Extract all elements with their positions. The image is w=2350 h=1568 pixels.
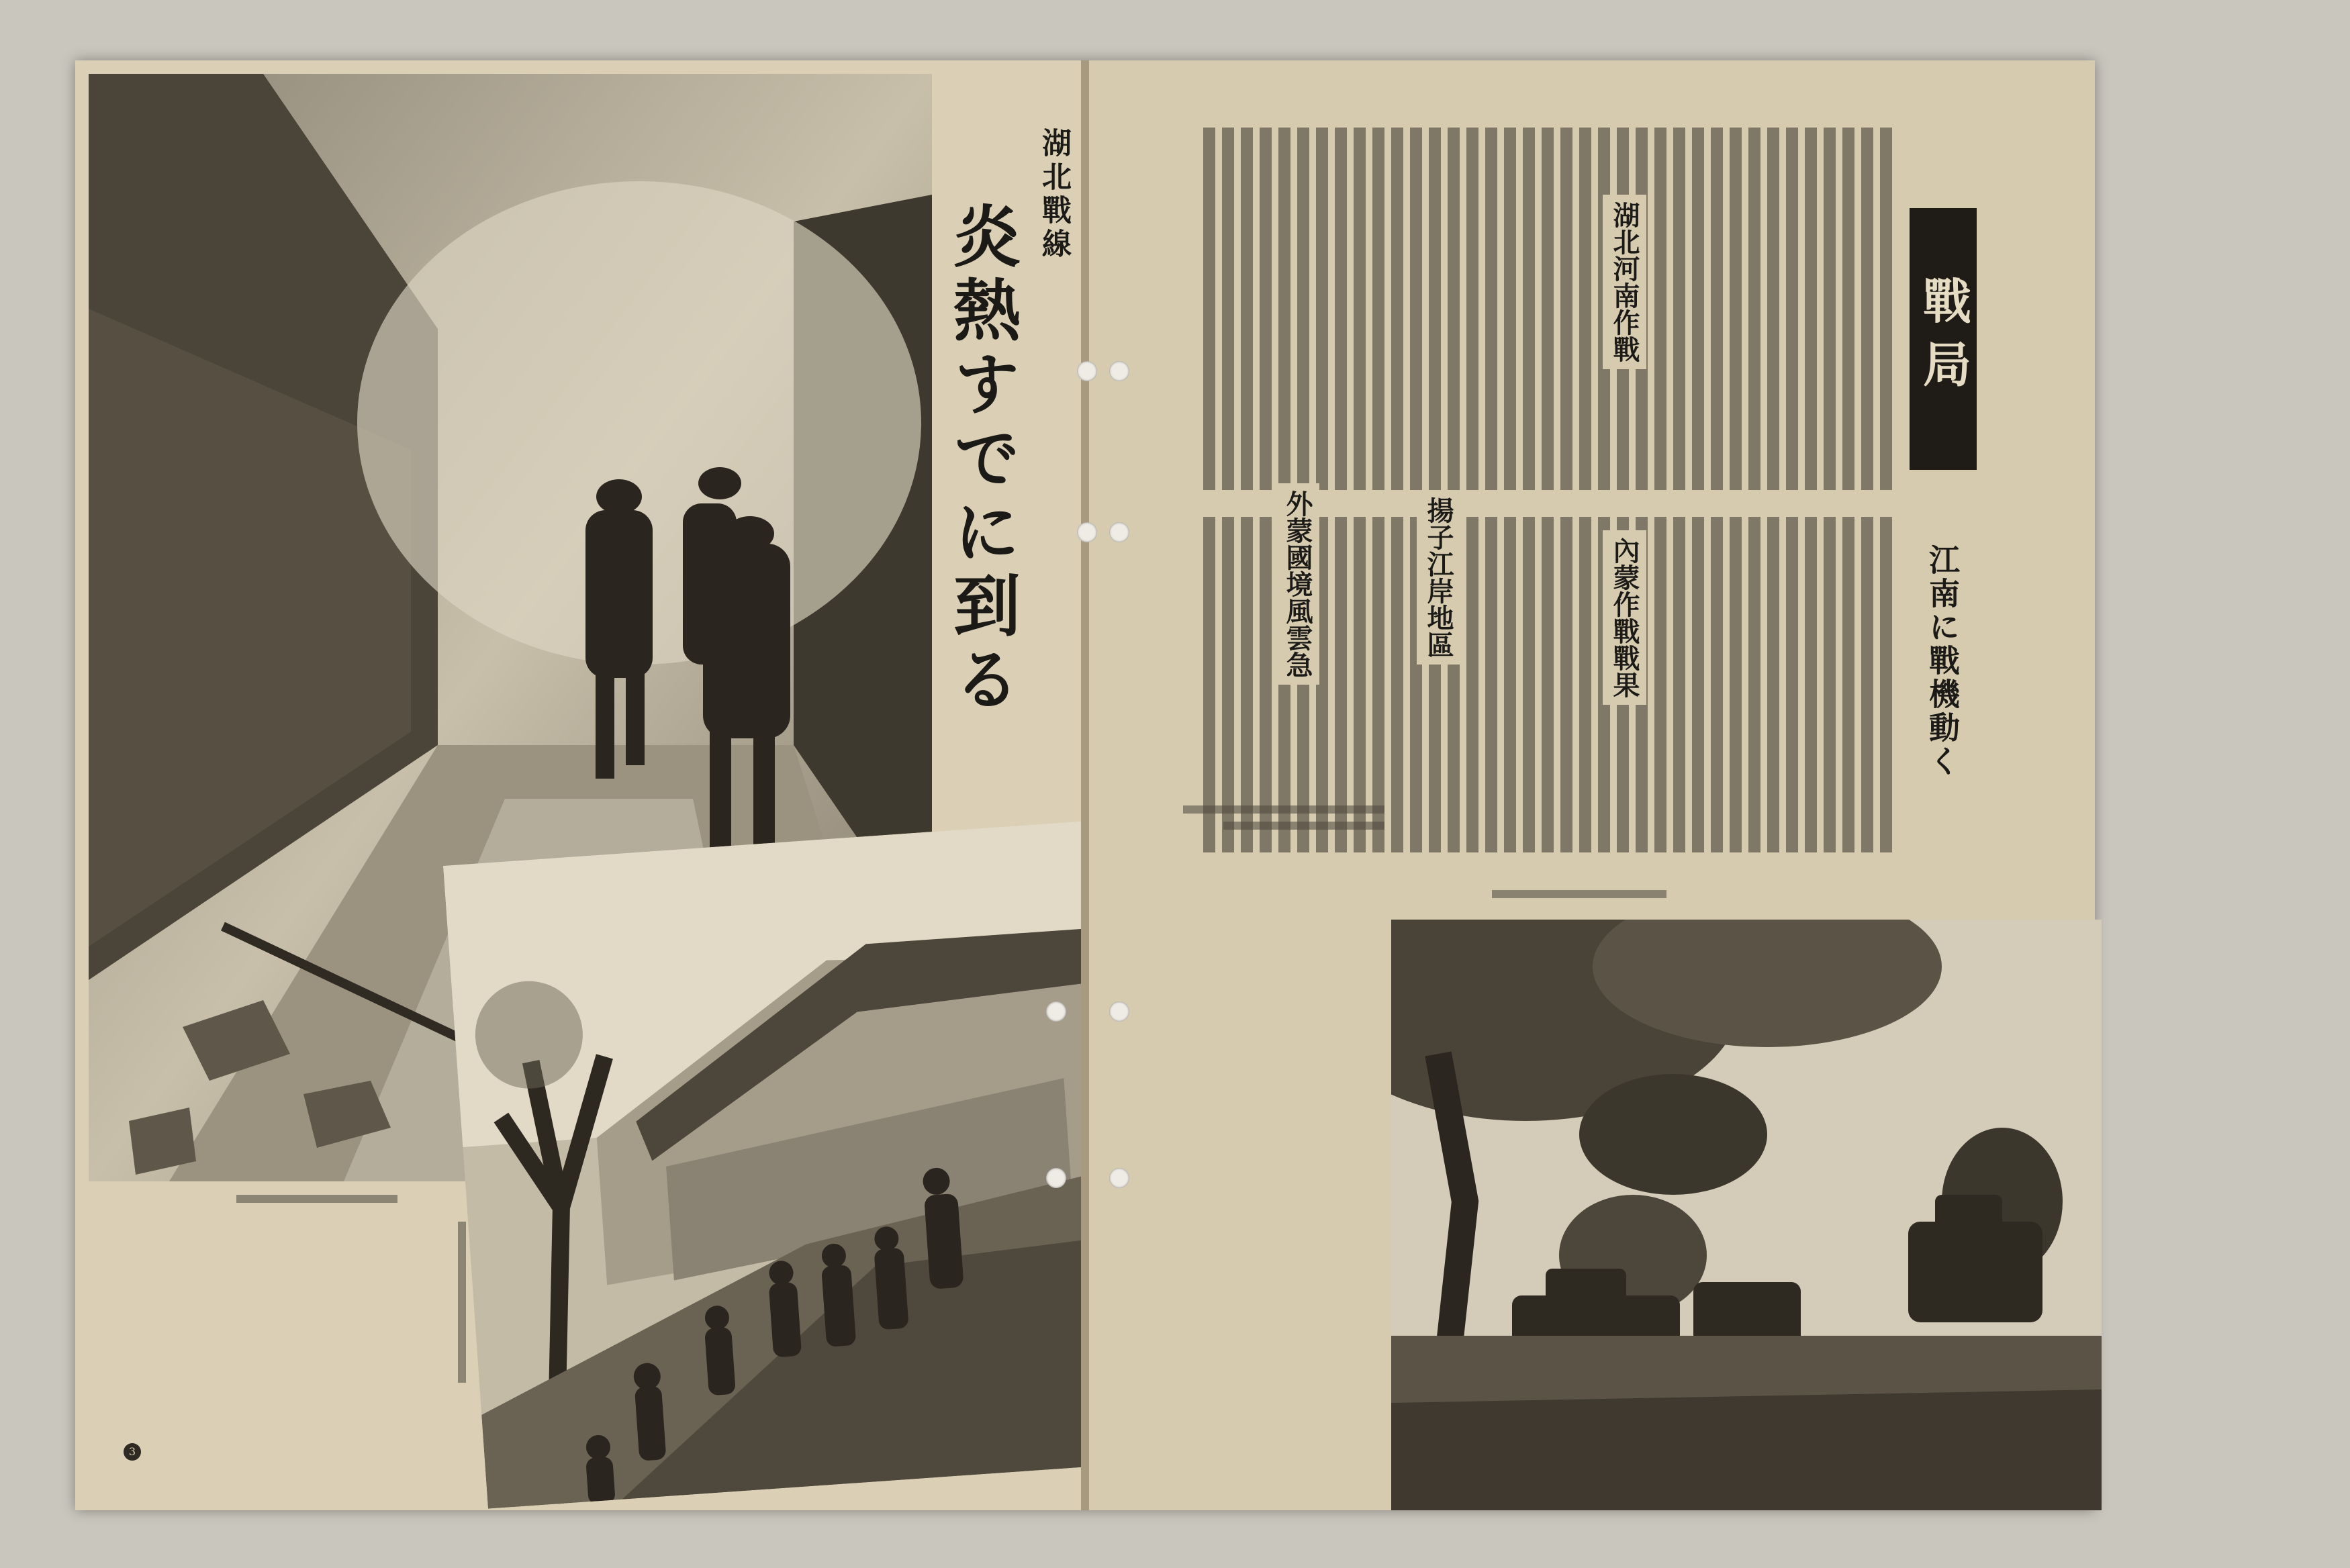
photo-caption-tanks (1492, 890, 1666, 898)
photo-tanks (1391, 920, 2102, 1510)
heading-yangtze: 揚子江岸地區 (1417, 490, 1460, 665)
left-page (75, 60, 1086, 1510)
binder-hole (1109, 1001, 1129, 1022)
caption-strip (1183, 799, 1384, 839)
subtitle: 江南に戰機動く (1924, 544, 1961, 779)
headline-kicker: 湖北戰線 (1037, 128, 1071, 262)
heading-inner-mongolia: 內蒙作戰戰果 (1603, 530, 1646, 705)
section-title: 戰局 (1915, 276, 1972, 402)
binder-hole (1077, 522, 1097, 542)
page-number: 3 (124, 1443, 141, 1461)
right-page (1089, 60, 2095, 1510)
binder-hole (1109, 522, 1129, 542)
binder-hole (1046, 1001, 1066, 1022)
binder-hole (1109, 1168, 1129, 1188)
photo-soldiers-charging (443, 821, 1131, 1509)
binder-hole (1109, 361, 1129, 381)
heading-hubei-henan: 湖北河南作戰 (1603, 195, 1646, 369)
heading-outer-mongolia: 外蒙國境風雲急 (1276, 483, 1319, 685)
magazine-spread (75, 60, 2095, 1510)
headline: 炎熱すでに到る (942, 201, 1021, 718)
section-title-box (1910, 208, 1977, 470)
binder-hole (1046, 1168, 1066, 1188)
binder-hole (1077, 361, 1097, 381)
